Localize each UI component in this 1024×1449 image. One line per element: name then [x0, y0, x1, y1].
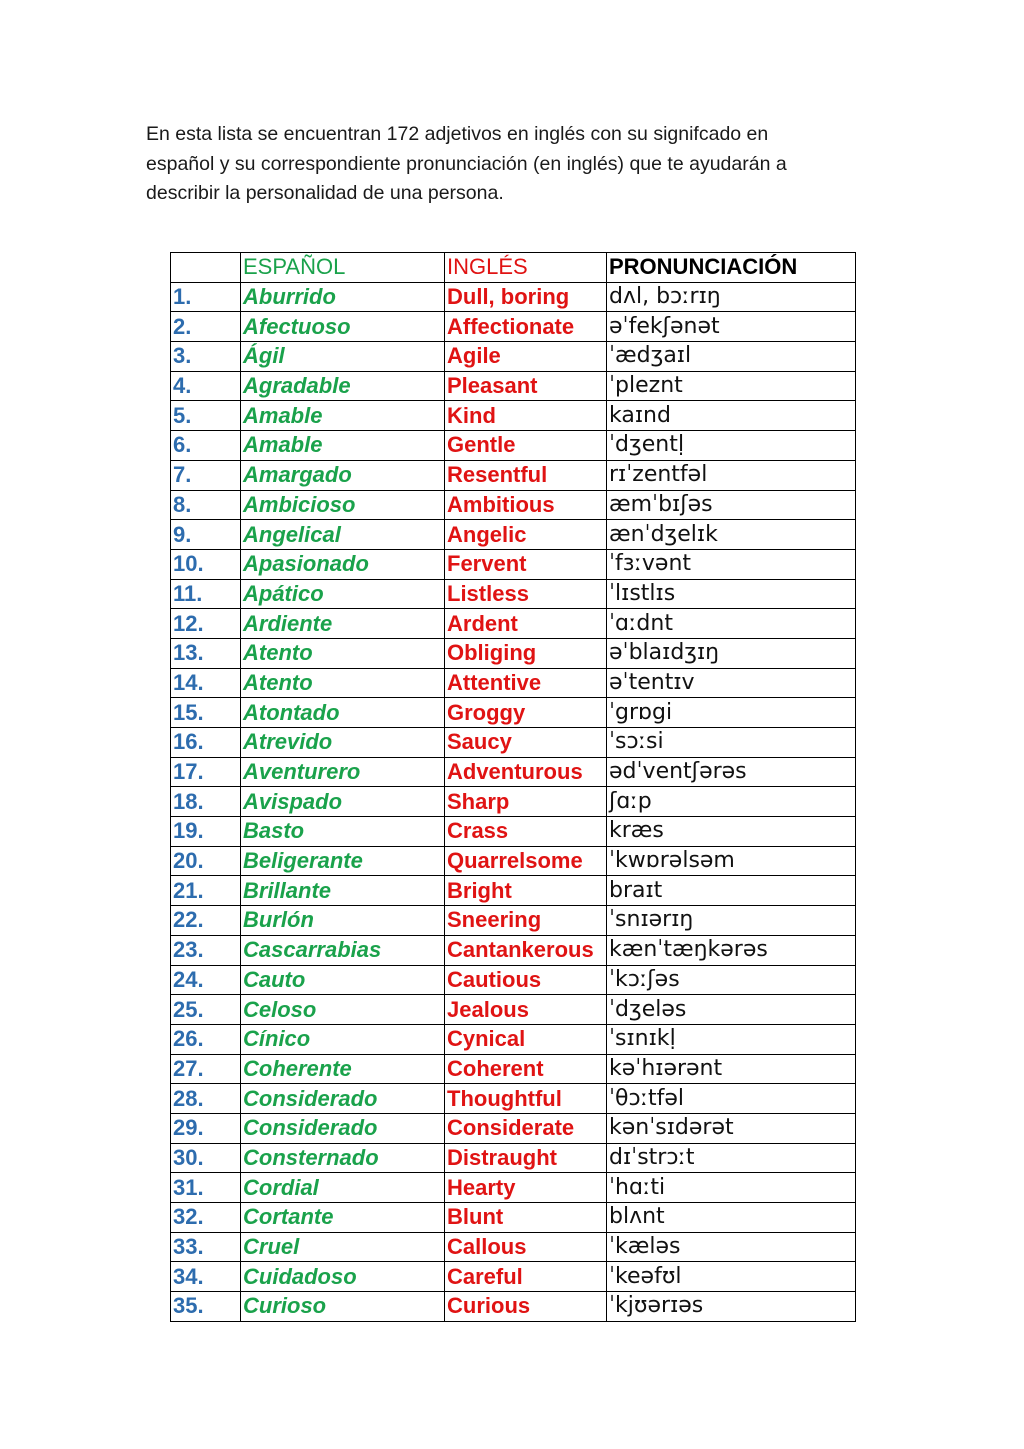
pronunciation: ˈpleznt [607, 371, 856, 401]
row-number: 34. [171, 1262, 241, 1292]
table-row [171, 431, 856, 461]
english-word: Pleasant [445, 371, 607, 401]
spanish-word: Consternado [241, 1143, 445, 1173]
english-word: Gentle [445, 431, 607, 461]
english-word: Careful [445, 1262, 607, 1292]
pronunciation: ˈlɪstlɪs [607, 579, 856, 609]
row-number: 1. [171, 282, 241, 312]
english-word: Angelic [445, 520, 607, 550]
table-row [171, 638, 856, 668]
table-row [171, 549, 856, 579]
table-row [171, 460, 856, 490]
pronunciation: ˈkeəfʊl [607, 1262, 856, 1292]
english-word: Bright [445, 876, 607, 906]
row-number: 18. [171, 787, 241, 817]
spanish-word: Coherente [241, 1054, 445, 1084]
row-number: 28. [171, 1084, 241, 1114]
row-number: 14. [171, 668, 241, 698]
table-row [171, 906, 856, 936]
table-row [171, 490, 856, 520]
pronunciation: əˈfekʃənət [607, 312, 856, 342]
table-row [171, 1292, 856, 1322]
header-spanish: ESPAÑOL [241, 253, 445, 283]
pronunciation: dɪˈstrɔːt [607, 1143, 856, 1173]
table-row [171, 579, 856, 609]
table-row [171, 1143, 856, 1173]
spanish-word: Atento [241, 668, 445, 698]
spanish-word: Considerado [241, 1084, 445, 1114]
row-number: 23. [171, 935, 241, 965]
pronunciation: kənˈsɪdərət [607, 1113, 856, 1143]
spanish-word: Amargado [241, 460, 445, 490]
spanish-word: Ardiente [241, 609, 445, 639]
pronunciation: ˈkwɒrəlsəm [607, 846, 856, 876]
table-body [171, 282, 856, 1321]
english-word: Fervent [445, 549, 607, 579]
table-row [171, 817, 856, 847]
row-number: 29. [171, 1113, 241, 1143]
intro-paragraph [146, 120, 846, 209]
pronunciation: ˈsɪnɪkḷ [607, 1024, 856, 1054]
pronunciation: ʃɑːp [607, 787, 856, 817]
english-word: Saucy [445, 728, 607, 758]
table-row [171, 342, 856, 372]
pronunciation: ˈɑːdnt [607, 609, 856, 639]
table-row [171, 787, 856, 817]
spanish-word: Aventurero [241, 757, 445, 787]
table-row [171, 1024, 856, 1054]
row-number: 11. [171, 579, 241, 609]
row-number: 3. [171, 342, 241, 372]
table-row [171, 995, 856, 1025]
english-word: Ardent [445, 609, 607, 639]
row-number: 20. [171, 846, 241, 876]
intro-line: En esta lista se encuentran 172 adjetivos en inglés con su signifcado en [146, 123, 769, 145]
row-number: 30. [171, 1143, 241, 1173]
table-row [171, 728, 856, 758]
row-number: 31. [171, 1173, 241, 1203]
row-number: 22. [171, 906, 241, 936]
row-number: 12. [171, 609, 241, 639]
english-word: Jealous [445, 995, 607, 1025]
table-row [171, 876, 856, 906]
table-row [171, 1262, 856, 1292]
spanish-word: Celoso [241, 995, 445, 1025]
row-number: 8. [171, 490, 241, 520]
row-number: 6. [171, 431, 241, 461]
row-number: 13. [171, 638, 241, 668]
spanish-word: Atento [241, 638, 445, 668]
pronunciation: kaɪnd [607, 401, 856, 431]
spanish-word: Cauto [241, 965, 445, 995]
vocabulary-table [170, 252, 856, 1322]
row-number: 4. [171, 371, 241, 401]
table-row [171, 1054, 856, 1084]
spanish-word: Angelical [241, 520, 445, 550]
pronunciation: ədˈventʃərəs [607, 757, 856, 787]
row-number: 25. [171, 995, 241, 1025]
row-number: 2. [171, 312, 241, 342]
english-word: Attentive [445, 668, 607, 698]
table-row [171, 1232, 856, 1262]
english-word: Hearty [445, 1173, 607, 1203]
pronunciation: ˈdʒeləs [607, 995, 856, 1025]
row-number: 21. [171, 876, 241, 906]
row-number: 27. [171, 1054, 241, 1084]
english-word: Agile [445, 342, 607, 372]
english-word: Blunt [445, 1203, 607, 1233]
row-number: 7. [171, 460, 241, 490]
english-word: Cantankerous [445, 935, 607, 965]
spanish-word: Cruel [241, 1232, 445, 1262]
english-word: Quarrelsome [445, 846, 607, 876]
intro-line: describir la personalidad de una persona. [146, 182, 504, 204]
pronunciation: ˈkæləs [607, 1232, 856, 1262]
pronunciation: ˈsnɪərɪŋ [607, 906, 856, 936]
english-word: Thoughtful [445, 1084, 607, 1114]
pronunciation: rɪˈzentfəl [607, 460, 856, 490]
english-word: Sneering [445, 906, 607, 936]
spanish-word: Cortante [241, 1203, 445, 1233]
table-row [171, 1113, 856, 1143]
pronunciation: əˈtentɪv [607, 668, 856, 698]
table-row [171, 668, 856, 698]
english-word: Dull, boring [445, 282, 607, 312]
pronunciation: ˈædʒaɪl [607, 342, 856, 372]
english-word: Callous [445, 1232, 607, 1262]
english-word: Crass [445, 817, 607, 847]
english-word: Adventurous [445, 757, 607, 787]
spanish-word: Ambicioso [241, 490, 445, 520]
row-number: 32. [171, 1203, 241, 1233]
table-row [171, 1203, 856, 1233]
row-number: 16. [171, 728, 241, 758]
english-word: Affectionate [445, 312, 607, 342]
spanish-word: Afectuoso [241, 312, 445, 342]
pronunciation: ˈfɜːvənt [607, 549, 856, 579]
spanish-word: Agradable [241, 371, 445, 401]
english-word: Resentful [445, 460, 607, 490]
table-header-row [171, 253, 856, 283]
table-row [171, 965, 856, 995]
spanish-word: Cascarrabias [241, 935, 445, 965]
row-number: 26. [171, 1024, 241, 1054]
spanish-word: Amable [241, 401, 445, 431]
english-word: Distraught [445, 1143, 607, 1173]
row-number: 15. [171, 698, 241, 728]
row-number: 17. [171, 757, 241, 787]
table-row [171, 846, 856, 876]
spanish-word: Curioso [241, 1292, 445, 1322]
english-word: Curious [445, 1292, 607, 1322]
english-word: Cynical [445, 1024, 607, 1054]
pronunciation: kræs [607, 817, 856, 847]
header-number [171, 253, 241, 283]
table-row [171, 1084, 856, 1114]
pronunciation: braɪt [607, 876, 856, 906]
pronunciation: əˈblaɪdʒɪŋ [607, 638, 856, 668]
pronunciation: ˈθɔːtfəl [607, 1084, 856, 1114]
spanish-word: Ágil [241, 342, 445, 372]
table-row [171, 520, 856, 550]
english-word: Coherent [445, 1054, 607, 1084]
spanish-word: Brillante [241, 876, 445, 906]
spanish-word: Atrevido [241, 728, 445, 758]
row-number: 33. [171, 1232, 241, 1262]
row-number: 35. [171, 1292, 241, 1322]
row-number: 24. [171, 965, 241, 995]
pronunciation: ˈkjʊərɪəs [607, 1292, 856, 1322]
spanish-word: Burlón [241, 906, 445, 936]
row-number: 19. [171, 817, 241, 847]
spanish-word: Cordial [241, 1173, 445, 1203]
english-word: Listless [445, 579, 607, 609]
spanish-word: Beligerante [241, 846, 445, 876]
english-word: Kind [445, 401, 607, 431]
spanish-word: Aburrido [241, 282, 445, 312]
table-row [171, 609, 856, 639]
row-number: 5. [171, 401, 241, 431]
row-number: 9. [171, 520, 241, 550]
english-word: Ambitious [445, 490, 607, 520]
pronunciation: dʌl, bɔːrɪŋ [607, 282, 856, 312]
intro-line: español y su correspondiente pronunciación (en inglés) que te ayudarán a [146, 152, 787, 175]
spanish-word: Atontado [241, 698, 445, 728]
pronunciation: kəˈhɪərənt [607, 1054, 856, 1084]
spanish-word: Basto [241, 817, 445, 847]
english-word: Cautious [445, 965, 607, 995]
pronunciation: æmˈbɪʃəs [607, 490, 856, 520]
header-pronunciation: PRONUNCIACIÓN [607, 253, 856, 283]
table-row [171, 698, 856, 728]
header-english: INGLÉS [445, 253, 607, 283]
table-row [171, 935, 856, 965]
english-word: Groggy [445, 698, 607, 728]
pronunciation: kænˈtæŋkərəs [607, 935, 856, 965]
pronunciation: ˈdʒentḷ [607, 431, 856, 461]
english-word: Sharp [445, 787, 607, 817]
spanish-word: Apático [241, 579, 445, 609]
table-row [171, 312, 856, 342]
table-row [171, 282, 856, 312]
pronunciation: ˈgrɒgi [607, 698, 856, 728]
pronunciation: ˈkɔːʃəs [607, 965, 856, 995]
pronunciation: ˈsɔːsi [607, 728, 856, 758]
pronunciation: ˈhɑːti [607, 1173, 856, 1203]
spanish-word: Avispado [241, 787, 445, 817]
spanish-word: Apasionado [241, 549, 445, 579]
pronunciation: ænˈdʒelɪk [607, 520, 856, 550]
table-row [171, 401, 856, 431]
spanish-word: Cuidadoso [241, 1262, 445, 1292]
spanish-word: Cínico [241, 1024, 445, 1054]
english-word: Obliging [445, 638, 607, 668]
pronunciation: blʌnt [607, 1203, 856, 1233]
spanish-word: Amable [241, 431, 445, 461]
row-number: 10. [171, 549, 241, 579]
english-word: Considerate [445, 1113, 607, 1143]
table-row [171, 371, 856, 401]
table-row [171, 1173, 856, 1203]
table-row [171, 757, 856, 787]
spanish-word: Considerado [241, 1113, 445, 1143]
